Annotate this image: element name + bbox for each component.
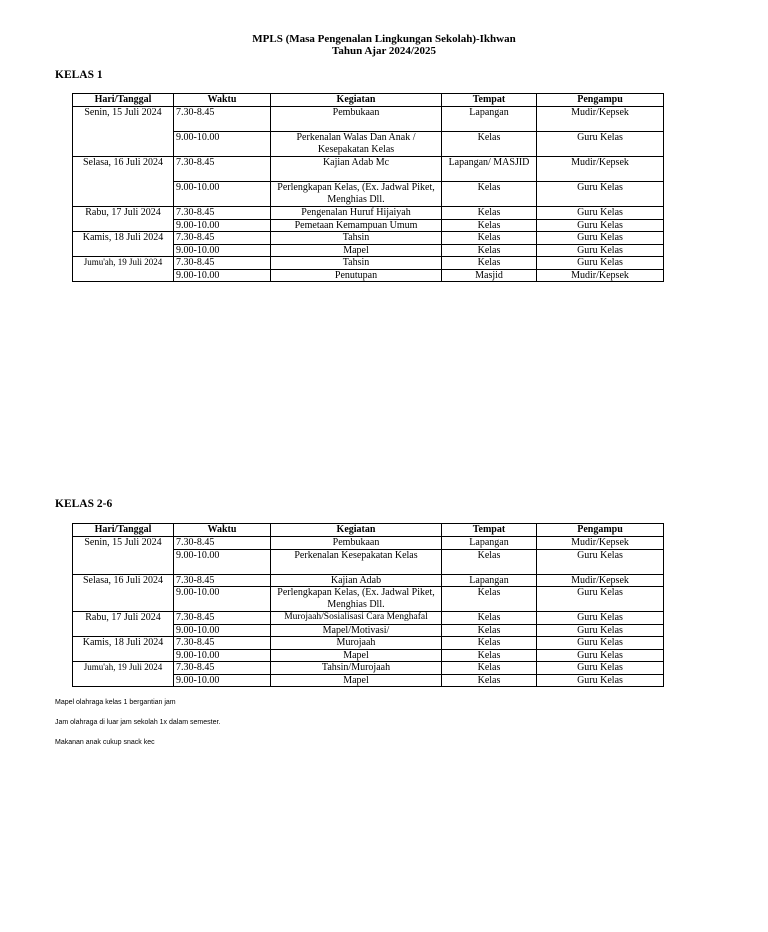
header-place: Tempat [442, 94, 537, 107]
place-cell: Kelas [442, 674, 537, 687]
kelas1-schedule-table [72, 93, 664, 282]
activity-cell: Kajian Adab Mc [271, 157, 442, 182]
header-teacher: Pengampu [537, 524, 664, 537]
time-cell: 7.30-8.45 [174, 662, 271, 675]
time-cell: 7.30-8.45 [174, 537, 271, 550]
place-cell: Kelas [442, 219, 537, 232]
header-place: Tempat [442, 524, 537, 537]
time-cell: 9.00-10.00 [174, 132, 271, 157]
day-cell: Senin, 15 Juli 2024 [73, 107, 174, 157]
table-row [73, 662, 664, 675]
teacher-cell: Guru Kelas [537, 219, 664, 232]
teacher-cell: Guru Kelas [537, 182, 664, 207]
time-cell: 7.30-8.45 [174, 207, 271, 220]
header-time: Waktu [174, 524, 271, 537]
activity-cell: Perlengkapan Kelas, (Ex. Jadwal Piket, Menghias Dll. [271, 587, 442, 612]
kelas2-6-schedule-table [72, 523, 664, 687]
place-cell: Lapangan [442, 574, 537, 587]
header-teacher: Pengampu [537, 94, 664, 107]
place-cell: Kelas [442, 549, 537, 574]
activity-cell: Pembukaan [271, 107, 442, 132]
time-cell: 7.30-8.45 [174, 232, 271, 245]
kelas2-6-heading: KELAS 2-6 [55, 498, 113, 510]
note-line: Jam olahraga di luar jam sekolah 1x dalam semester. [55, 719, 221, 726]
activity-cell: Kajian Adab [271, 574, 442, 587]
table-row [73, 574, 664, 587]
day-cell: Rabu, 17 Juli 2024 [73, 612, 174, 637]
place-cell: Kelas [442, 662, 537, 675]
activity-cell: Murojaah [271, 637, 442, 650]
header-day: Hari/Tanggal [73, 524, 174, 537]
activity-cell: Mapel [271, 649, 442, 662]
activity-cell: Mapel [271, 674, 442, 687]
place-cell: Kelas [442, 612, 537, 625]
place-cell: Kelas [442, 182, 537, 207]
activity-cell: Pembukaan [271, 537, 442, 550]
header-time: Waktu [174, 94, 271, 107]
teacher-cell: Guru Kelas [537, 637, 664, 650]
document-subtitle: Tahun Ajar 2024/2025 [332, 45, 436, 57]
teacher-cell: Guru Kelas [537, 624, 664, 637]
table-row [73, 107, 664, 132]
day-cell: Jumu'ah, 19 Juli 2024 [73, 257, 174, 282]
activity-cell: Mapel [271, 244, 442, 257]
teacher-cell: Guru Kelas [537, 257, 664, 270]
day-cell: Selasa, 16 Juli 2024 [73, 157, 174, 207]
place-cell: Kelas [442, 257, 537, 270]
table-header-row [73, 524, 664, 537]
time-cell: 7.30-8.45 [174, 637, 271, 650]
time-cell: 9.00-10.00 [174, 624, 271, 637]
activity-cell: Penutupan [271, 269, 442, 282]
teacher-cell: Guru Kelas [537, 612, 664, 625]
teacher-cell: Guru Kelas [537, 244, 664, 257]
activity-cell: Perlengkapan Kelas, (Ex. Jadwal Piket, Menghias Dll. [271, 182, 442, 207]
place-cell: Lapangan/ MASJID [442, 157, 537, 182]
activity-cell: Pengenalan Huruf Hijaiyah [271, 207, 442, 220]
table-header-row [73, 94, 664, 107]
place-cell: Kelas [442, 649, 537, 662]
place-cell: Masjid [442, 269, 537, 282]
teacher-cell: Guru Kelas [537, 649, 664, 662]
place-cell: Kelas [442, 207, 537, 220]
activity-cell: Tahsin/Murojaah [271, 662, 442, 675]
header-day: Hari/Tanggal [73, 94, 174, 107]
teacher-cell: Mudir/Kepsek [537, 269, 664, 282]
time-cell: 7.30-8.45 [174, 157, 271, 182]
activity-cell: Tahsin [271, 232, 442, 245]
table-row [73, 257, 664, 270]
place-cell: Lapangan [442, 537, 537, 550]
header-activity: Kegiatan [271, 524, 442, 537]
time-cell: 9.00-10.00 [174, 269, 271, 282]
day-cell: Selasa, 16 Juli 2024 [73, 574, 174, 612]
teacher-cell: Guru Kelas [537, 549, 664, 574]
activity-cell: Perkenalan Kesepakatan Kelas [271, 549, 442, 574]
time-cell: 9.00-10.00 [174, 244, 271, 257]
time-cell: 7.30-8.45 [174, 574, 271, 587]
activity-cell: Perkenalan Walas Dan Anak / Kesepakatan Kelas [271, 132, 442, 157]
time-cell: 7.30-8.45 [174, 107, 271, 132]
day-cell: Senin, 15 Juli 2024 [73, 537, 174, 575]
day-cell: Kamis, 18 Juli 2024 [73, 232, 174, 257]
place-cell: Lapangan [442, 107, 537, 132]
teacher-cell: Mudir/Kepsek [537, 157, 664, 182]
activity-cell: Tahsin [271, 257, 442, 270]
time-cell: 9.00-10.00 [174, 549, 271, 574]
place-cell: Kelas [442, 624, 537, 637]
place-cell: Kelas [442, 232, 537, 245]
teacher-cell: Guru Kelas [537, 662, 664, 675]
place-cell: Kelas [442, 587, 537, 612]
teacher-cell: Guru Kelas [537, 132, 664, 157]
place-cell: Kelas [442, 132, 537, 157]
activity-cell: Murojaah/Sosialisasi Cara Menghafal [271, 612, 442, 625]
document-title: MPLS (Masa Pengenalan Lingkungan Sekolah)-Ikhwan [252, 33, 516, 45]
time-cell: 9.00-10.00 [174, 649, 271, 662]
day-cell: Jumu'ah, 19 Juli 2024 [73, 662, 174, 687]
teacher-cell: Guru Kelas [537, 674, 664, 687]
time-cell: 7.30-8.45 [174, 612, 271, 625]
table-row [73, 537, 664, 550]
teacher-cell: Guru Kelas [537, 232, 664, 245]
table-row [73, 637, 664, 650]
teacher-cell: Guru Kelas [537, 587, 664, 612]
time-cell: 9.00-10.00 [174, 674, 271, 687]
teacher-cell: Mudir/Kepsek [537, 574, 664, 587]
table-row [73, 612, 664, 625]
teacher-cell: Guru Kelas [537, 207, 664, 220]
table-row [73, 207, 664, 220]
time-cell: 9.00-10.00 [174, 587, 271, 612]
teacher-cell: Mudir/Kepsek [537, 107, 664, 132]
header-activity: Kegiatan [271, 94, 442, 107]
place-cell: Kelas [442, 637, 537, 650]
note-line: Makanan anak cukup snack kec [55, 739, 155, 746]
note-line: Mapel olahraga kelas 1 bergantian jam [55, 699, 176, 706]
day-cell: Kamis, 18 Juli 2024 [73, 637, 174, 662]
teacher-cell: Mudir/Kepsek [537, 537, 664, 550]
table-row [73, 232, 664, 245]
time-cell: 9.00-10.00 [174, 219, 271, 232]
time-cell: 9.00-10.00 [174, 182, 271, 207]
time-cell: 7.30-8.45 [174, 257, 271, 270]
table-row [73, 157, 664, 182]
activity-cell: Mapel/Motivasi/ [271, 624, 442, 637]
place-cell: Kelas [442, 244, 537, 257]
day-cell: Rabu, 17 Juli 2024 [73, 207, 174, 232]
kelas1-heading: KELAS 1 [55, 69, 103, 81]
activity-cell: Pemetaan Kemampuan Umum [271, 219, 442, 232]
